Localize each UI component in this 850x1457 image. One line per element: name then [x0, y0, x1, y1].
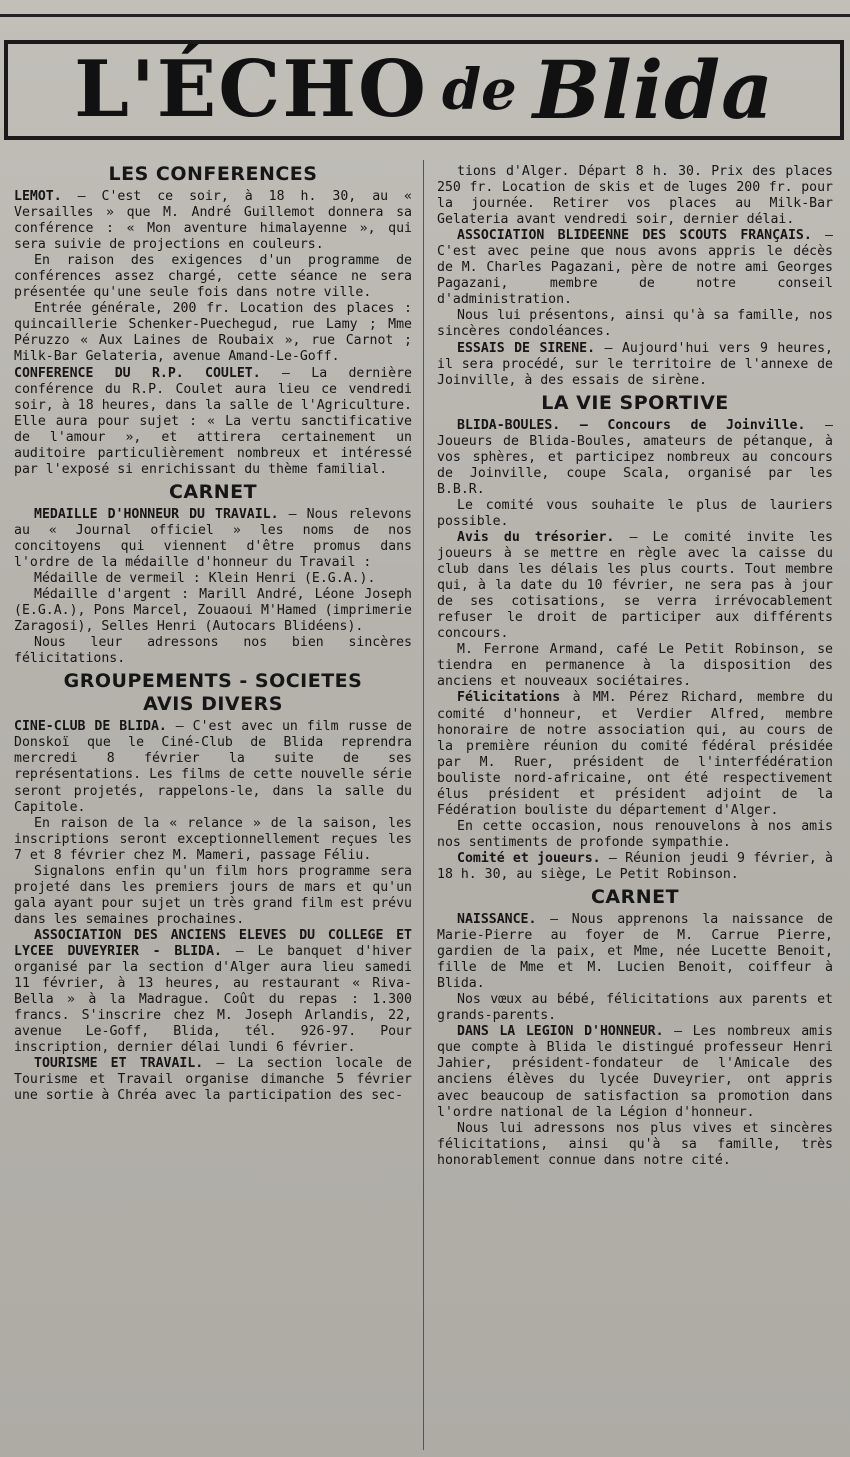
heading-carnet: CARNET	[168, 480, 258, 503]
article-legion-lead: DANS LA LEGION D'HONNEUR.	[457, 1024, 664, 1040]
heading-conferences: LES CONFERENCES	[108, 163, 318, 185]
top-rule	[0, 14, 850, 17]
right-column	[437, 164, 833, 1169]
heading-groupements: GROUPEMENTS - SOCIETES	[63, 670, 363, 693]
masthead	[4, 40, 844, 140]
article-tresorier: Avis du trésorier. — Le comité invite les joueurs à se mettre en règle avec la caisse du club dans les délais les plus courts. Tout membre qui, à la date du 10 février, ne sera pas à jour de ses cotisations, se verra irrévocablement refuser le droit de participer aux différents concours.	[437, 529, 833, 642]
article-coulet-lead: CONFERENCE DU R.P. COULET.	[14, 365, 261, 381]
column-rule	[423, 160, 424, 1450]
article-boules-lead: BLIDA-BOULES.	[457, 417, 561, 433]
article-comite-lead: Comité et joueurs.	[457, 850, 601, 866]
article-scouts-p2: Nous lui présentons, ainsi qu'à sa famille, nos sincères condoléances.	[437, 308, 833, 340]
article-medaille-lead: MEDAILLE D'HONNEUR DU TRAVAIL.	[34, 506, 279, 522]
article-lemot-p3: Entrée générale, 200 fr. Location des places : quincaillerie Schenker-Puechegud, rue Lamy ; Mme Péruzzo « Aux Laines de Roubaix », rue Carnot ; Milk-Bar Gelateria, avenue Amand-Le-Goff.	[14, 301, 412, 365]
article-medaille: MEDAILLE D'HONNEUR DU TRAVAIL. — Nous relevons au « Journal officiel » les noms de nos concitoyens qui viennent d'être promus dans l'ordre de la médaille d'honneur du Travail :	[14, 506, 412, 570]
article-legion: DANS LA LEGION D'HONNEUR. — Les nombreux amis que compte à Blida le distingué professeur Henri Jahier, président-fondateur de l'Amicale des anciens élèves du lycée Duveyrier, ont appris avec beaucoup de satisfaction sa promotion dans l'ordre national de la Légion d'honneur.	[437, 1024, 833, 1120]
article-boules: BLIDA-BOULES. — Concours de Joinville. — Joueurs de Blida-Boules, amateurs de pétanque, à vos sphères, et participez nombreux au concours de Joinville, coupe Scala, organisé par les B.B.R.	[437, 417, 833, 497]
article-cine-p3: Signalons enfin qu'un film hors programme sera projeté dans les premiers jours de mars et qu'un gala ayant pour sujet un très grand film est prévu dans les semaines prochaines.	[14, 863, 412, 927]
article-anciens-lead: ASSOCIATION DES ANCIENS ELEVES DU COLLEGE ET LYCEE DUVEYRIER - BLIDA.	[14, 927, 412, 959]
article-naissance-p2: Nos vœux au bébé, félicitations aux parents et grands-parents.	[437, 992, 833, 1024]
article-lemot: LEMOT. — C'est ce soir, à 18 h. 30, au « Versailles » que M. André Guillemot donnera sa conférence : « Mon aventure himalayenne », qui sera suivie de projections en couleurs.	[14, 189, 412, 253]
article-tourisme: TOURISME ET TRAVAIL. — La section locale de Tourisme et Travail organise dimanche 5 février une sortie à Chréa avec la participation des sec-	[14, 1056, 412, 1104]
article-comite: Comité et joueurs. — Réunion jeudi 9 février, à 18 h. 30, au siège, Le Petit Robinson.	[437, 850, 833, 882]
article-felic-p2: En cette occasion, nous renouvelons à nos amis nos sentiments de profonde sympathie.	[437, 818, 833, 850]
article-lemot-lead: LEMOT.	[14, 189, 62, 204]
article-coulet: CONFERENCE DU R.P. COULET. — La dernière conférence du R.P. Coulet aura lieu ce vendredi soir, à 18 heures, dans la salle de l'Agriculture. Elle aura pour sujet : « La vertu sanctificative de l'amour », et attirera certainement un auditoire particulièrement nombreux et intéressé par l'exposé si enrichissant du thème familial.	[14, 365, 412, 477]
article-sirene-lead: ESSAIS DE SIRENE.	[457, 340, 596, 356]
article-felicitations-boules: Félicitations à MM. Pérez Richard, membre du comité d'honneur, et Verdier Alfred, membre honoraire de notre association qui, au cours de la première réunion du comité fédéral présidée par M. Ruer, président de l'interfédération bouliste nord-africaine, ont été respectivement élus président et président adjoint de la Fédération bouliste du département d'Alger.	[437, 690, 833, 818]
heading-vie-sportive: LA VIE SPORTIVE	[541, 391, 729, 414]
article-argent: Médaille d'argent : Marill André, Léone Joseph (E.G.A.), Pons Marcel, Zouaoui M'Hamed (imprimerie Zaragosi), Selles Henri (Autocars Blidéens).	[14, 587, 412, 635]
article-vermeil: Médaille de vermeil : Klein Henri (E.G.A.).	[34, 571, 376, 587]
article-naissance-lead: NAISSANCE.	[457, 912, 537, 928]
article-felicitations: Nous leur adressons nos bien sincères félicitations.	[14, 635, 412, 667]
heading-carnet-2: CARNET	[590, 886, 680, 909]
masthead-de: de	[441, 57, 517, 123]
article-anciens: ASSOCIATION DES ANCIENS ELEVES DU COLLEGE ET LYCEE DUVEYRIER - BLIDA. — Le banquet d'hiver organisé par la section d'Alger aura lieu samedi 11 février, à 13 heures, au restaurant « Riva-Bella » à la Madrague. Coût du repas : 1.300 francs. S'inscrire chez M. Joseph Arlandis, 22, avenue Le-Goff, Blida, tél. 926-97. Pour inscription, dernier délai lundi 6 février.	[14, 927, 412, 1056]
article-naissance: NAISSANCE. — Nous apprenons la naissance de Marie-Pierre au foyer de M. Carrue Pierre, gardien de la paix, et Mme, née Lucette Benoit, fille de Mme et M. Lucien Benoit, coiffeur à Blida.	[437, 912, 833, 992]
masthead-blida: Blida	[532, 43, 774, 137]
article-tresorier-lead: Avis du trésorier.	[457, 529, 615, 545]
article-legion-p2: Nous lui adressons nos plus vives et sincères félicitations, ainsi qu'à sa famille, très honorablement connue dans notre cité.	[437, 1120, 833, 1168]
article-felic-lead: Félicitations	[457, 690, 561, 706]
article-cine-club: CINE-CLUB DE BLIDA. — C'est avec un film russe de Donskoï que le Ciné-Club de Blida reprendra mercredi 8 février la suite de ses représentations. Les films de cette nouvelle série seront projetés, rappelons-le, dans la salle du Capitole.	[14, 719, 412, 815]
article-cine-p2: En raison de la « relance » de la saison, les inscriptions seront exceptionnellement reçues les 7 et 8 février chez M. Mameri, passage Féliu.	[14, 815, 412, 863]
article-sirene: ESSAIS DE SIRENE. — Aujourd'hui vers 9 heures, il sera procédé, sur le territoire de l'annexe de Joinville, à des essais de sirène.	[437, 340, 833, 388]
article-lemot-p2: En raison des exigences d'un programme de conférences assez chargé, cette séance ne sera présentée qu'une seule fois dans notre ville.	[14, 253, 412, 301]
article-cine-lead: CINE-CLUB DE BLIDA.	[14, 719, 167, 735]
masthead-echo: L'ÉCHO	[74, 44, 428, 135]
article-boules-sub: — Concours de Joinville.	[560, 417, 806, 433]
left-column	[14, 160, 412, 1104]
article-ferrone: M. Ferrone Armand, café Le Petit Robinson, se tiendra en permanence à la disposition des anciens et nouveaux sociétaires.	[437, 642, 833, 690]
article-tourisme-cont: tions d'Alger. Départ 8 h. 30. Prix des places 250 fr. Location de skis et de luges 200 fr. pour la journée. Retirer vos places au Milk-Bar Gelateria avant vendredi soir, dernier délai.	[437, 164, 833, 228]
article-tourisme-lead: TOURISME ET TRAVAIL.	[34, 1056, 204, 1072]
article-boules-p2: Le comité vous souhaite le plus de lauriers possible.	[437, 497, 833, 529]
article-scouts: ASSOCIATION BLIDEENNE DES SCOUTS FRANÇAIS. — C'est avec peine que nous avons appris le décès de M. Charles Pagazani, père de notre ami Georges Pagazani, membre de notre conseil d'administration.	[437, 228, 833, 308]
article-scouts-lead: ASSOCIATION BLIDEENNE DES SCOUTS FRANÇAIS.	[457, 228, 812, 244]
heading-avis-divers: AVIS DIVERS	[143, 693, 283, 716]
